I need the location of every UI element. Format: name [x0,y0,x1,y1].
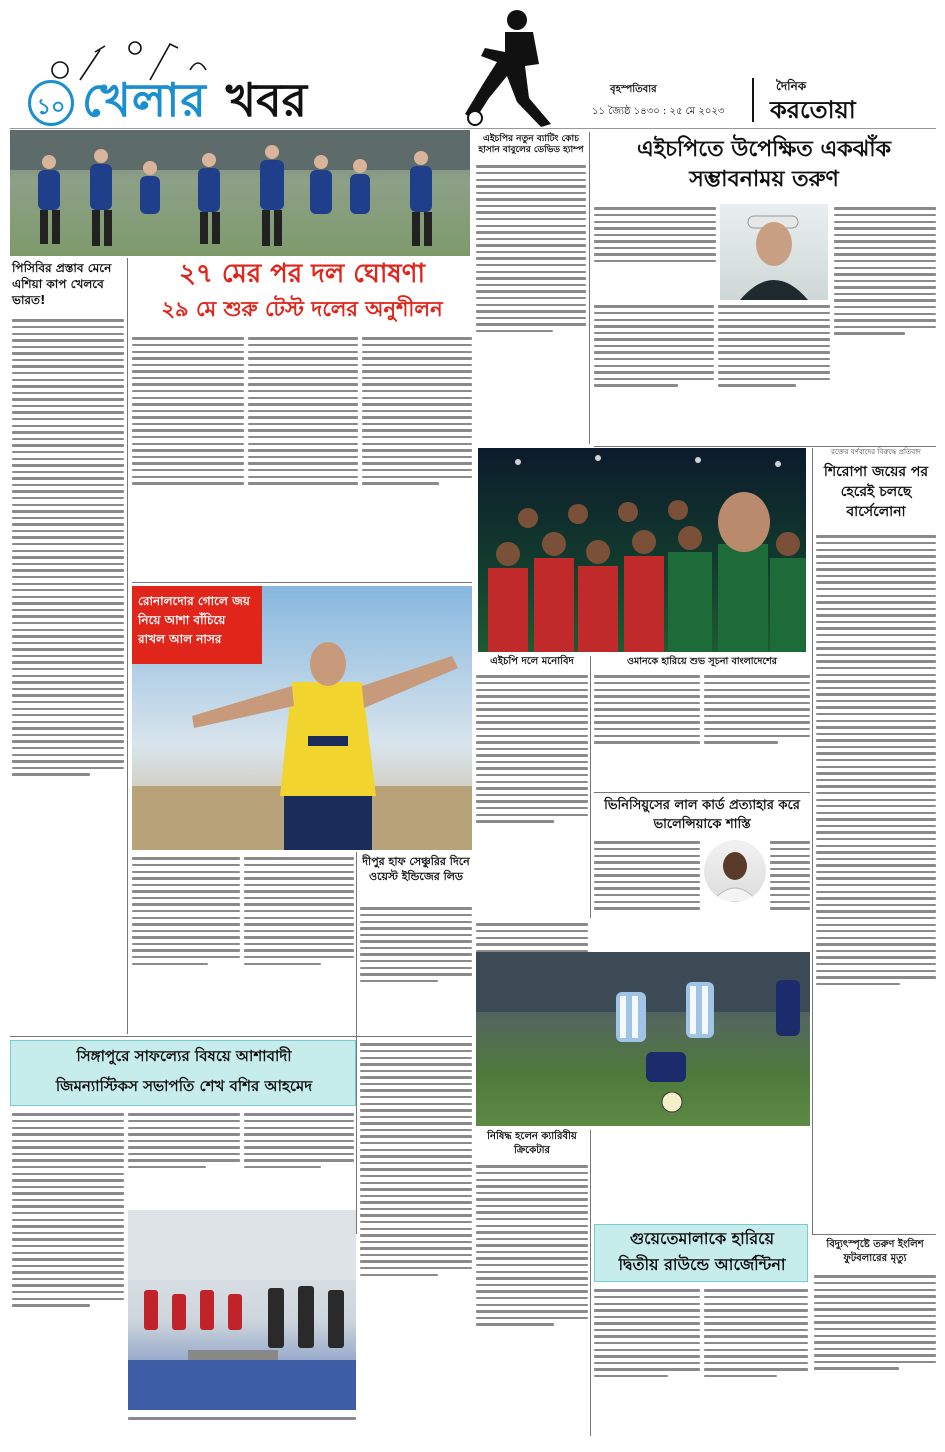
cricketer-headline: নিষিদ্ধ হলেন ক্যারিবীয় ক্রিকেটার [487,1131,577,1156]
hp-story-col-2 [594,302,714,444]
gym-headline-1: সিঙ্গাপুরে সাফল্যের বিষয়ে আশাবাদী [76,1047,292,1065]
rule [594,792,810,793]
gymnastics-photo [128,1210,356,1410]
hp-story-col-1 [594,204,716,300]
rule [356,852,357,1234]
ronaldo-headline-overlay: রোনালদোর গোলে জয় নিয়ে আশা বাঁচিয়ে রাখল আল নাসর [132,586,262,664]
training-photo [10,130,470,256]
rule [127,258,128,1034]
page-number: ১০ [36,95,66,120]
test-headline-2: ২৯ মে শুরু টেস্ট দলের অনুশীলন [161,297,443,321]
dipu-story-col-2 [360,1040,472,1432]
gym-caption [128,1414,356,1434]
ronaldo-photo [132,586,472,850]
ronaldo-story-col-2 [244,854,354,1034]
gym-headline-box [10,1040,356,1106]
hp-headline-1: এইচপিতে উপেক্ষিত একঝাঁক [636,137,892,162]
barca-kicker: রক্তের বর্ণবাদের বিরুদ্ধে প্রতিবাদ [831,448,921,456]
vinicius-story-col-1 [594,838,700,960]
hp-story-col-right [834,204,936,444]
hp-headline-2: সম্ভাবনাময় তরুণ [689,167,839,192]
rule [812,1234,936,1235]
psych-headline: এইচপি দলে মনোবিদ [490,656,574,667]
vinicius-photo [704,840,766,902]
rule [132,582,472,583]
oman-story-col-1 [594,672,700,790]
argentina-story-col-2 [704,1286,808,1432]
gym-headline-2: জিমন্যাস্টিকস সভাপতি শেখ বশির আহমেদ [55,1077,313,1095]
footballer-story-body [814,1272,936,1432]
oman-story-col-2 [704,672,810,790]
rule [590,656,591,918]
masthead [0,0,945,128]
coach-story-body [476,162,586,442]
psych-story-body [476,672,588,916]
argentina-headline-1: গুয়েতেমালাকে হারিয়ে [629,1229,775,1248]
gym-story-col-1 [12,1110,124,1432]
cricketer-story-body [476,1162,588,1432]
asia-cup-headline: পিসিবির প্রস্তাব মেনে এশিয়া কাপ খেলবে ভারত! [12,261,112,307]
barca-story-body [816,532,936,1232]
hp-story-col-3 [718,302,830,444]
gym-story-col-3 [244,1110,354,1206]
argentina-headline-box [594,1224,808,1282]
argentina-story-col-1 [594,1286,700,1432]
oman-headline: ওমানকে হারিয়ে শুভ সূচনা বাংলাদেশের [626,656,777,667]
masthead-divider [752,78,754,122]
paper-name: করতোয়া [770,96,856,124]
argentina-headline-2: দ্বিতীয় রাউন্ডে আর্জেন্টিনা [618,1255,786,1274]
dipu-headline: দীপুর হাফ সেঞ্চুরির দিনে ওয়েস্ট ইন্ডিজের লিড [362,855,470,883]
gym-story-col-2 [128,1110,240,1206]
asia-cup-body [12,316,124,1032]
weekday: বৃহস্পতিবার [610,84,657,95]
test-headline-1: ২৭ মের পর দল ঘোষণা [178,259,426,289]
test-story-col-1 [132,334,244,580]
footballer-headline: বিদ্যুৎস্পৃষ্টে তরুণ ইংলিশ ফুটবলারের মৃত্যু [826,1239,924,1264]
rule [594,446,936,447]
test-story-col-3 [362,334,472,580]
rule [10,1036,472,1037]
rule [589,132,590,444]
issue-date: ১১ জ্যৈষ্ঠ ১৪৩০ : ২৫ মে ২০২৩ [592,106,725,117]
coach-photo [720,204,828,300]
team-selfie-photo [478,448,806,652]
section-title-right: খবর [225,73,308,127]
argentina-photo [476,952,810,1126]
vinicius-headline: ভিনিসিয়ুসের লাল কার্ড প্রত্যাহার করে ভালেন্সিয়াকে শাস্তি [604,798,800,832]
rule [590,1130,591,1436]
coach-headline: এইচপির নতুন ব্যাটিং কোচ হাসান বাবুলের ডেভিড হ্যাম্প [478,134,584,156]
rule [812,448,813,1234]
barca-headline: শিরোপা জয়ের পর হেরেই চলছে বার্সেলোনা [823,464,929,520]
section-title [82,66,307,126]
test-story-col-2 [248,334,358,580]
paper-small-label: দৈনিক [776,79,807,93]
ronaldo-story-col-1 [132,854,240,1034]
vinicius-story-col-2 [770,838,810,960]
footballer-silhouette-icon [455,6,565,128]
section-title-left: খেলার [82,73,207,127]
rule [10,128,936,129]
dipu-story-col-1 [360,904,472,1032]
